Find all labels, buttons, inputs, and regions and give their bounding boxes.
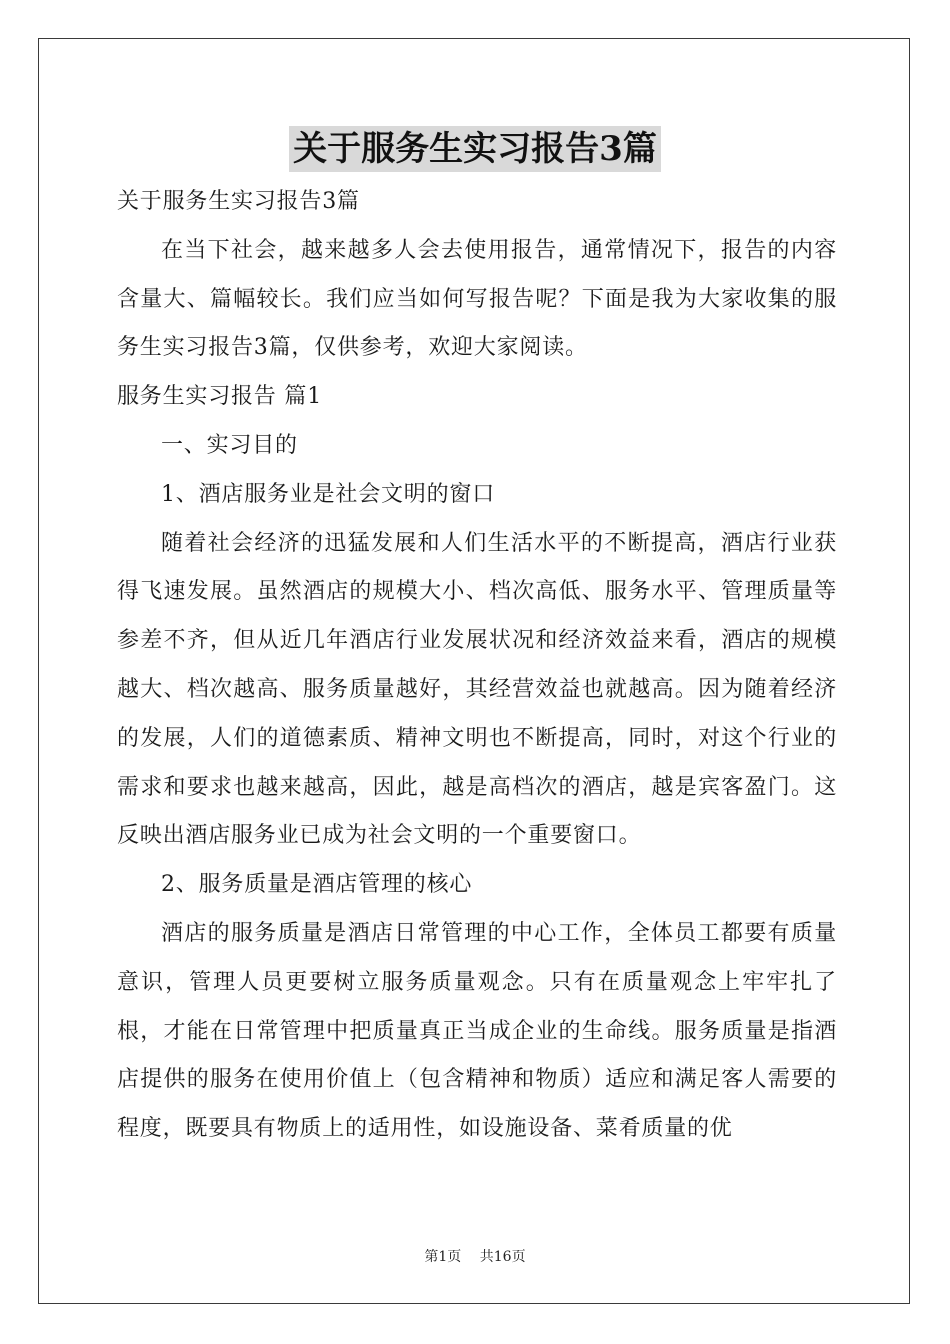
document-title: 关于服务生实习报告3篇 (289, 126, 661, 172)
paragraph: 一、实习目的 (161, 432, 298, 458)
page-number: 第1页 (424, 1249, 462, 1265)
paragraph: 在当下社会，越来越多人会去使用报告，通常情况下，报告的内容含量大、篇幅较长。我们应当如何写报告呢？下面是我为大家收集的服务生实习报告3篇，仅供参考，欢迎大家阅读。 (117, 237, 837, 361)
paragraph: 2、服务质量是酒店管理的核心 (161, 872, 473, 898)
paragraph: 酒店的服务质量是酒店日常管理的中心工作，全体员工都要有质量意识，管理人员更要树立服务质量观念。只有在质量观念上牢牢扎了根，才能在日常管理中把质量真正当成企业的生命线。服务质量是指酒店提供的服务在使用价值上（包含精神和物质）适应和满足客人需要的程度，既要具有物质上的适用性，如设施设备、菜肴质量的优 (117, 920, 837, 1142)
title-container (0, 126, 950, 172)
paragraph: 服务生实习报告 篇1 (117, 384, 322, 410)
page-total: 共16页 (479, 1249, 526, 1265)
paragraph: 随着社会经济的迅猛发展和人们生活水平的不断提高，酒店行业获得飞速发展。虽然酒店的规模大小、档次高低、服务水平、管理质量等参差不齐，但从近几年酒店行业发展状况和经济效益来看，酒店的规模越大、档次越高、服务质量越好，其经营效益也就越高。因为随着经济的发展，人们的道德素质、精神文明也不断提高，同时，对这个行业的需求和要求也越来越高，因此，越是高档次的酒店，越是宾客盈门。这反映出酒店服务业已成为社会文明的一个重要窗口。 (117, 530, 837, 849)
paragraph: 1、酒店服务业是社会文明的窗口 (161, 481, 495, 507)
page-footer (0, 1246, 950, 1266)
paragraph: 关于服务生实习报告3篇 (117, 189, 360, 214)
document-body (117, 178, 837, 1154)
